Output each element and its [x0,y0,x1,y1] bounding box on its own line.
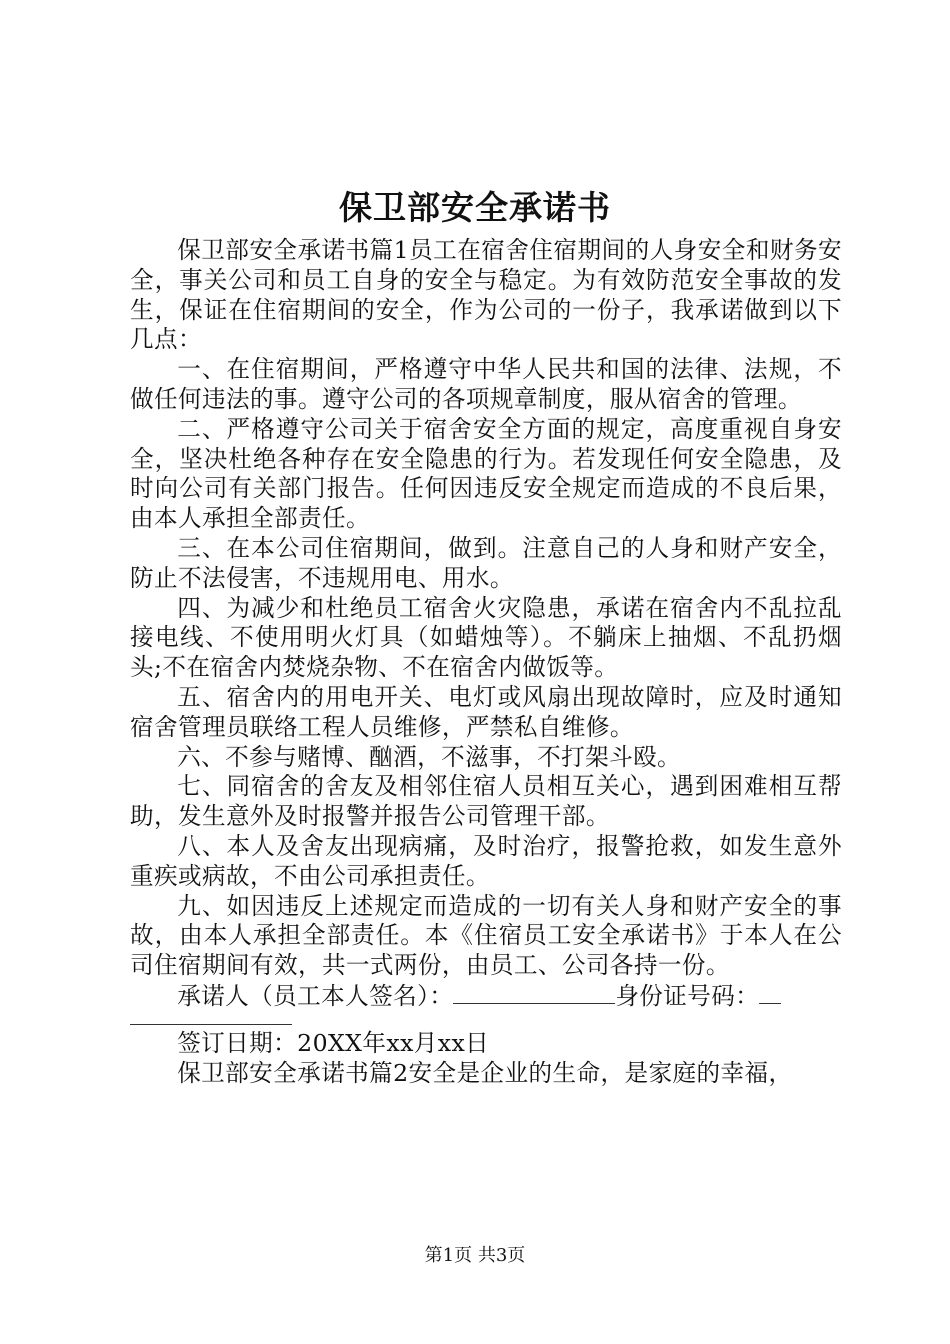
paragraph-item-2: 二、严格遵守公司关于宿舍安全方面的规定，高度重视自身安全，坚决杜绝各种存在安全隐患的行为。若发现任何安全隐患，及时向公司有关部门报告。任何因违反安全规定而造成的不良后果，由本人承担全部责任。 [130,414,842,533]
paragraph-next-section: 保卫部安全承诺书篇2安全是企业的生命，是家庭的幸福， [177,1058,793,1087]
id-number-label: 身份证号码： [615,981,760,1010]
paragraph-item-6: 六、不参与赌博、酗酒，不滋事，不打架斗殴。 [177,742,682,771]
paragraph-item-5: 五、宿舍内的用电开关、电灯或风扇出现故障时，应及时通知宿舍管理员联络工程人员维修，严禁私自维修。 [130,682,842,741]
paragraph-item-9: 九、如因违反上述规定而造成的一切有关人身和财产安全的事故，由本人承担全部责任。本《住宿员工安全承诺书》于本人在公司住宿期间有效，共一式两份，由员工、公司各持一份。 [130,891,842,980]
page-footer: 第1页 共3页 [424,1245,526,1266]
signing-date: 签订日期：20XX年xx月xx日 [177,1028,490,1057]
paragraph-intro: 保卫部安全承诺书篇1员工在宿舍住宿期间的人身安全和财务安全，事关公司和员工自身的安全与稳定。为有效防范安全事故的发生，保证在住宿期间的安全，作为公司的一份子，我承诺做到以下几点： [130,236,842,354]
paragraph-item-4: 四、为减少和杜绝员工宿舍火灾隐患，承诺在宿舍内不乱拉乱接电线、不使用明火灯具（如蜡烛等）。不躺床上抽烟、不乱扔烟头;不在宿舍内焚烧杂物、不在宿舍内做饭等。 [130,593,842,682]
signature-label: 承诺人（员工本人签名）： [177,981,454,1010]
signature-line [130,981,842,1012]
document-title: 保卫部安全承诺书 [339,188,611,227]
paragraph-item-1: 一、在住宿期间，严格遵守中华人民共和国的法律、法规，不做任何违法的事。遵守公司的各项规章制度，服从宿舍的管理。 [130,355,842,413]
paragraph-item-7: 七、同宿舍的舍友及相邻住宿人员相互关心，遇到困难相互帮助，发生意外及时报警并报告公司管理干部。 [130,772,842,831]
document-body [130,236,842,1088]
id-number-blank-continued [130,1012,292,1025]
id-number-blank [759,981,781,1004]
paragraph-item-8: 八、本人及舍友出现病痛，及时治疗，报警抢救，如发生意外重疾或病故，不由公司承担责任。 [130,831,842,890]
paragraph-item-3: 三、在本公司住宿期间，做到。注意自己的人身和财产安全，防止不法侵害，不违规用电、用水。 [130,533,842,592]
signature-blank [453,981,615,1004]
